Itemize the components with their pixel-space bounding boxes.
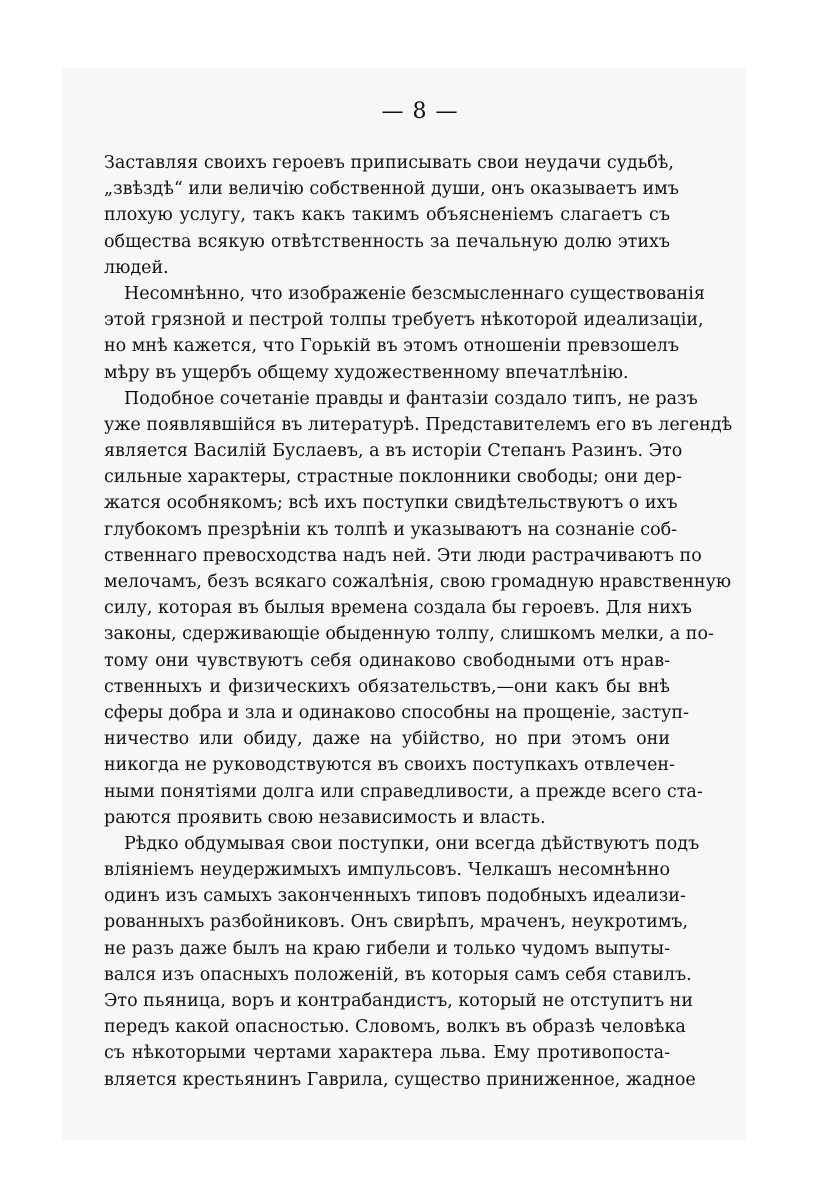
text-line: жатся особнякомъ; всѣ ихъ поступки свидѣтельствуютъ о ихъ <box>104 493 678 514</box>
text-line: вліяніемъ неудержимыхъ импульсовъ. Челкашъ несомнѣнно <box>104 860 670 881</box>
text-line: уже появлявшійся въ литературѣ. Представителемъ его въ легендѣ <box>104 414 733 435</box>
text-line: съ нѣкоторыми чертами характера льва. Ему противопоста- <box>104 1043 670 1064</box>
paragraph-3 <box>104 386 733 831</box>
text-line: рованныхъ разбойниковъ. Онъ свирѣпъ, мраченъ, неукротимъ, <box>104 912 689 933</box>
text-line: никогда не руководствуются въ своихъ поступкахъ отвлечен- <box>104 755 676 776</box>
page-number: — 8 — <box>381 99 459 124</box>
text-line: вался изъ опасныхъ положеній, въ которыя самъ себя ставилъ. <box>104 964 692 985</box>
text-line: общества всякую отвѣтственность за печальную долю этихъ <box>104 231 670 252</box>
text-line: сферы добра и зла и одинаково способны на прощеніе, заступ- <box>104 702 689 723</box>
paragraph-2 <box>104 281 705 386</box>
text-line: Это пьяница, воръ и контрабандистъ, который не отступитъ ни <box>104 991 693 1011</box>
text-line: раются проявить свою независимость и власть. <box>104 807 546 828</box>
text-line: но мнѣ кажется, что Горькій въ этомъ отношеніи превзошелъ <box>104 336 680 357</box>
text-line: Несомнѣнно, что изображеніе безсмысленнаго существованія <box>124 283 705 304</box>
text-line: не разъ даже былъ на краю гибели и только чудомъ выпуты- <box>104 938 670 959</box>
text-line: является Василій Буслаевъ, а въ исторіи Степанъ Разинъ. Это <box>104 441 683 462</box>
text-line: одинъ изъ самыхъ законченныхъ типовъ подобныхъ идеализи- <box>104 886 686 907</box>
body-text <box>104 150 733 1093</box>
text-line: ственныхъ и физическихъ обязательствъ,—они какъ бы внѣ <box>104 676 670 697</box>
text-line: Подобное сочетаніе правды и фантазіи создало типъ, не разъ <box>124 388 698 409</box>
paragraph-4 <box>104 831 700 1093</box>
text-line: людей. <box>104 257 169 278</box>
text-line: „звѣздѣ“ или величію собственной души, онъ оказываетъ имъ <box>104 179 679 200</box>
text-line: ными понятіями долга или справедливости, а прежде всего ста- <box>104 781 703 802</box>
text-line: плохую услугу, такъ какъ такимъ объясненіемъ слагаетъ съ <box>104 205 670 226</box>
text-line: Заставляя своихъ героевъ приписывать свои неудачи судьбѣ, <box>104 153 674 173</box>
text-line: тому они чувствуютъ себя одинаково свободными отъ нрав- <box>104 650 670 671</box>
text-line: законы, сдерживающіе обыденную толпу, слишкомъ мелки, а по- <box>104 624 714 645</box>
text-line: ственнаго превосходства надъ ней. Эти люди растрачиваютъ по <box>104 545 702 566</box>
text-line: вляется крестьянинъ Гаврила, существо приниженное, жадное <box>104 1069 696 1090</box>
text-line: Рѣдко обдумывая свои поступки, они всегда дѣйствуютъ подъ <box>124 833 700 854</box>
text-line: глубокомъ презрѣніи къ толпѣ и указываютъ на сознаніе соб- <box>104 519 678 540</box>
text-line: передъ какой опасностью. Словомъ, волкъ въ образѣ человѣка <box>104 1017 686 1038</box>
text-line: мелочамъ, безъ всякаго сожалѣнія, свою громадную нравственную <box>104 572 732 592</box>
text-line: ничество или обиду, даже на убійство, но при этомъ они <box>104 729 670 750</box>
text-line: сильные характеры, страстные поклонники свободы; они дер- <box>104 467 682 488</box>
text-line: мѣру въ ущербъ общему художественному впечатлѣнію. <box>104 362 629 383</box>
paragraph-1 <box>104 150 679 281</box>
text-line: этой грязной и пестрой толпы требуетъ нѣкоторой идеализаціи, <box>104 310 704 331</box>
text-line: силу, которая въ былыя времена создала бы героевъ. Для нихъ <box>104 598 692 619</box>
